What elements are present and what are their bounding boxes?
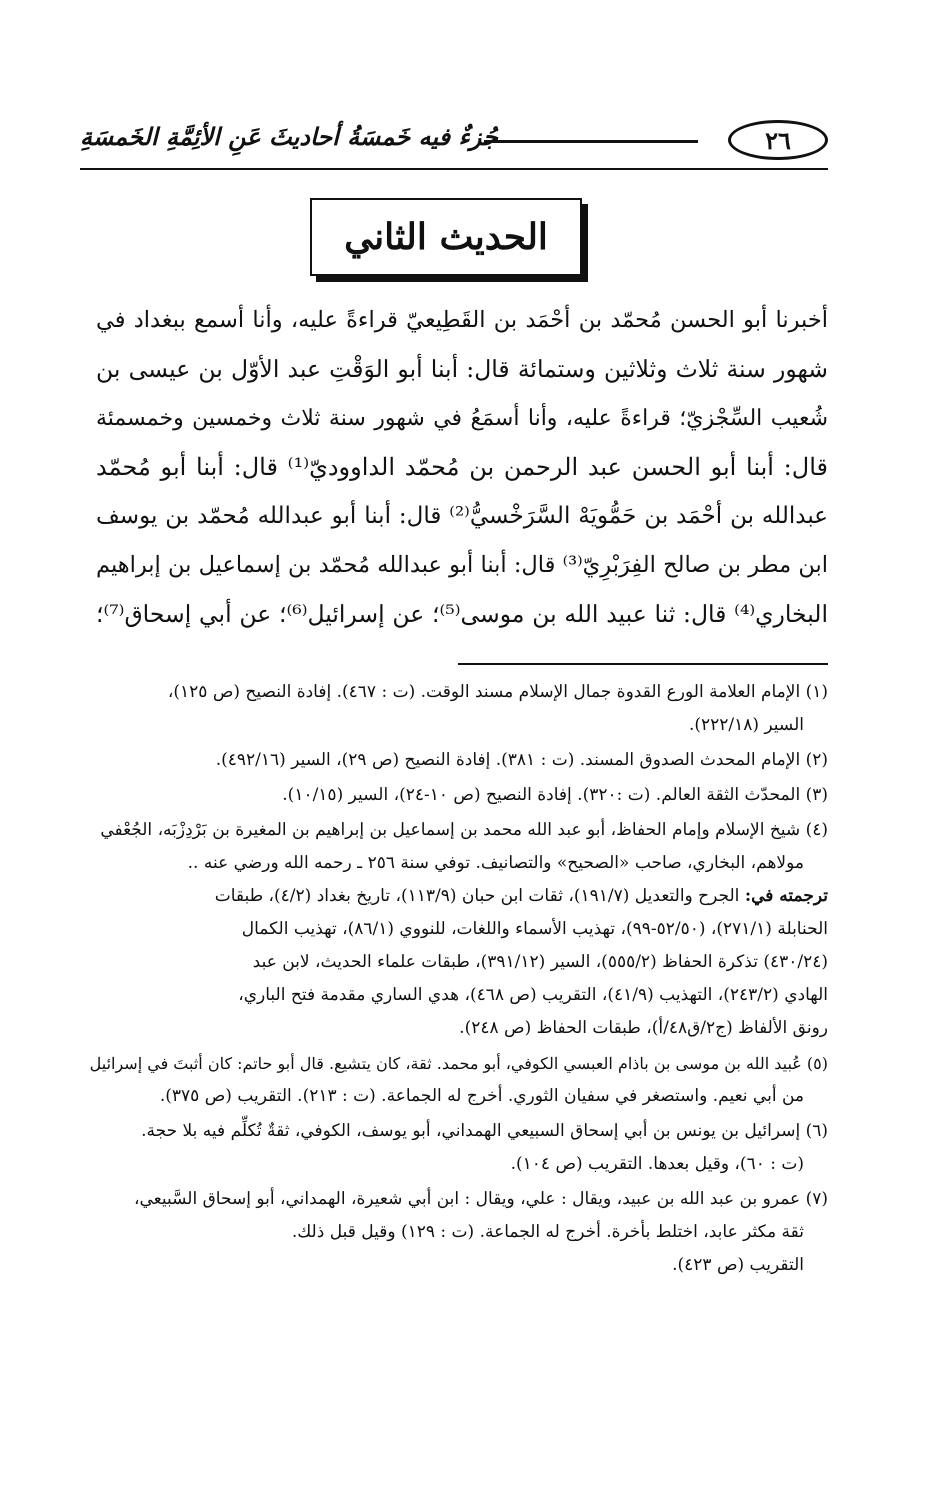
translation-label: ترجمته في: — [744, 886, 828, 906]
footnote-line: السير (٢٢٢/١٨). — [688, 715, 804, 735]
body-line: البخاري⁽⁴⁾ قال: ثنا عبيد الله بن موسى⁽⁵⁾؛ عن إسرائيل⁽⁶⁾؛ عن أبي إسحاق⁽⁷⁾؛ — [96, 600, 828, 628]
body-line: شهور سنة ثلاث وثلاثين وستمائة قال: أبنا أبو الوَقْتِ عبد الأوّل بن عيسى بن — [96, 355, 828, 383]
footnote-5 — [82, 1047, 828, 1113]
footnotes — [82, 676, 828, 1284]
footnote-line: (٥) عُبيد الله بن موسى بن باذام العبسي الكوفي، أبو محمد. ثقة، كان يتشيع. قال أبو حاتم: كان أثبتَ في إسرائيل — [89, 1054, 828, 1073]
footnote-2 — [82, 744, 828, 777]
footnote-line: التقريب (ص ٤٢٣). — [672, 1255, 804, 1275]
page-number: ٢٦ — [765, 125, 791, 155]
hadith-text — [96, 296, 828, 639]
page-number-badge — [728, 120, 828, 160]
footnote-line: (٤) شيخ الإسلام وإمام الحفاظ، أبو عبد الله محمد بن إسماعيل بن إبراهيم بن المغيرة بن بَرْدِزْبَه، الجُعْفي — [100, 820, 828, 840]
body-line: شُعيب السِّجْزيّ؛ قراءةً عليه، وأنا أسمَعُ في شهور سنة ثلاث وخمسين وخمسمئة — [96, 406, 828, 431]
footnote-line-translation-sources — [82, 880, 828, 913]
body-line: قال: أبنا أبو الحسن عبد الرحمن بن مُحمّد الداووديّ⁽¹⁾ قال: أبنا أبو مُحمّد — [96, 453, 828, 481]
section-title-box — [310, 198, 582, 276]
footnote-line: (٣) المحدّث الثقة العالم. (ت :٣٢٠). إفادة النصيح (ص ١٠-٢٤)، السير (١٠/١٥). — [282, 785, 828, 805]
footnote-line: (٤٣٠/٢٤) تذكرة الحفاظ (٥٥٥/٢)، السير (٣٩١/١٢)، طبقات علماء الحديث، لابن عبد — [252, 952, 828, 972]
section-title: الحديث الثاني — [344, 216, 548, 258]
footnote-line: من أبي نعيم. واستصغر في سفيان الثوري. أخرج له الجماعة. (ت : ٢١٣). التقريب (ص ٣٧٥). — [159, 1086, 804, 1106]
footnote-3 — [82, 779, 828, 812]
body-line: أخبرنا أبو الحسن مُحمّد بن أحْمَد بن القَطِيعيّ قراءةً عليه، وأنا أسمع ببغداد في — [96, 307, 828, 333]
footnote-line: (٢) الإمام المحدث الصدوق المسند. (ت : ٣٨١). إفادة النصيح (ص ٢٩)، السير (٤٩٢/١٦). — [215, 750, 828, 770]
header-underline — [80, 168, 828, 170]
footnote-line: (١) الإمام العلامة الورع القدوة جمال الإسلام مسند الوقت. (ت : ٤٦٧). إفادة النصيح (ص ١٢٥)، — [167, 682, 828, 702]
footnote-line: الهادي (٢٤٣/٢)، التهذيب (٤١/٩)، التقريب (ص ٤٦٨)، هدي الساري مقدمة فتح الباري، — [238, 985, 828, 1005]
footnote-line: رونق الألفاظ (ج٢/ق٤٨/أ)، طبقات الحفاظ (ص ٢٤٨). — [459, 1018, 828, 1038]
footnote-7 — [82, 1183, 828, 1282]
body-line: ابن مطر بن صالح الفِرَبْرِيّ⁽³⁾ قال: أبنا أبو عبدالله مُحمّد بن إسماعيل بن إبراهيم — [96, 552, 828, 578]
footnote-line: (٦) إسرائيل بن يونس بن أبي إسحاق السبيعي الهمداني، أبو يوسف، الكوفي، ثقةٌ تُكلِّم فيه بلا حجة. — [141, 1121, 828, 1141]
footnote-line: مولاهم، البخاري، صاحب «الصحيح» والتصانيف. توفي سنة ٢٥٦ ـ رحمه الله ورضي عنه .. — [187, 853, 804, 873]
footnote-line: ثقة مكثر عابد، اختلط بأخرة. أخرج له الجماعة. (ت : ١٢٩) وقيل قبل ذلك. — [291, 1222, 804, 1242]
running-title: جُزءٌ فيه خَمسَةُ أحاديثَ عَنِ الأئِمَّةِ الخَمسَةِ — [80, 122, 498, 151]
footnote-separator — [458, 663, 828, 665]
header-rule — [484, 140, 698, 143]
body-line: عبدالله بن أحْمَد بن حَمُّويَهْ السَّرَخْسيُّ⁽²⁾ قال: أبنا أبو عبدالله مُحمّد بن يوسف — [96, 503, 828, 529]
footnote-line: (٧) عمرو بن عبد الله بن عبيد، ويقال : علي، ويقال : ابن أبي شعيرة، الهمداني، أبو إسحاق السَّبيعي، — [134, 1189, 828, 1209]
footnote-4 — [82, 814, 828, 1045]
footnote-line: الحنابلة (٢٧١/١)، (٥٢/٥٠-٩٩)، تهذيب الأسماء واللغات، للنووي (٨٦/١)، تهذيب الكمال — [241, 919, 828, 939]
footnote-1 — [82, 676, 828, 742]
footnote-line-rest: الجرح والتعديل (١٩١/٧)، ثقات ابن حبان (١١٣/٩)، تاريخ بغداد (٤/٢)، طبقات — [214, 886, 740, 906]
page-header — [80, 108, 828, 168]
footnote-6 — [82, 1115, 828, 1181]
footnote-line: (ت : ٦٠)، وقيل بعدها. التقريب (ص ١٠٤). — [510, 1154, 804, 1174]
